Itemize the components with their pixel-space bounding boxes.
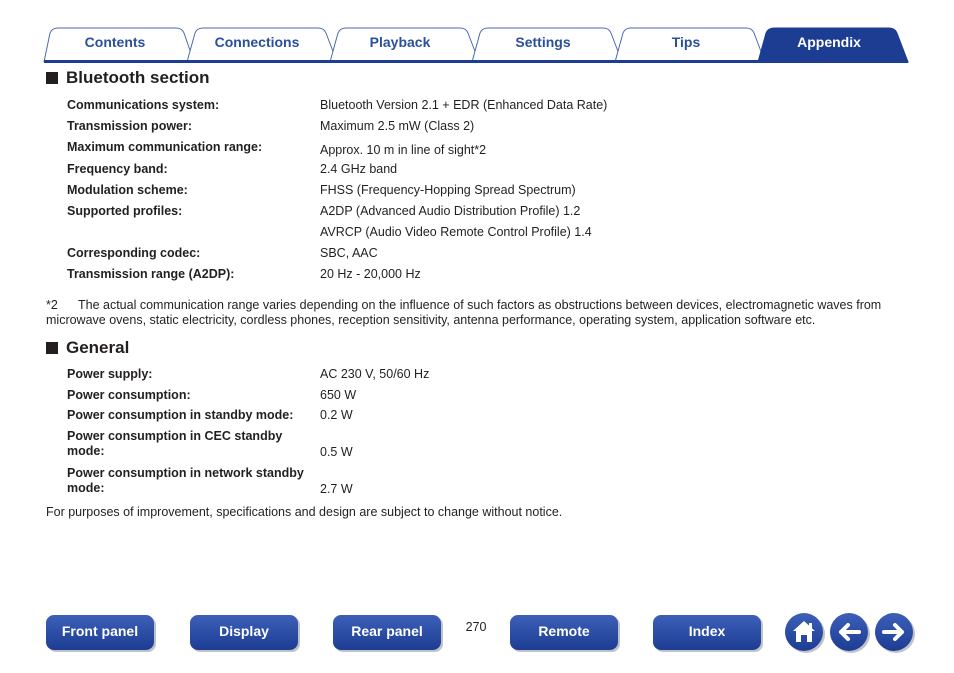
square-bullet-icon [46, 72, 58, 84]
spec-value [320, 143, 486, 158]
spec-value-text: Approx. 10 m in line of sight [320, 143, 475, 157]
spec-label: Transmission range (A2DP): [67, 267, 235, 281]
display-button[interactable]: Display [190, 615, 298, 650]
spec-value: 0.2 W [320, 408, 353, 422]
spec-value: A2DP (Advanced Audio Distribution Profile) 1.2 [320, 204, 581, 218]
remote-button[interactable]: Remote [510, 615, 618, 650]
front-panel-button[interactable]: Front panel [46, 615, 154, 650]
footnote-ref: *2 [474, 143, 487, 157]
tab-playback[interactable]: Playback [369, 34, 431, 50]
general-section-heading [46, 338, 129, 358]
spec-label: Transmission power: [67, 119, 193, 133]
spec-label: Power supply: [67, 367, 153, 381]
spec-label: Power consumption: [67, 388, 191, 402]
spec-value: 2.4 GHz band [320, 162, 398, 176]
change-notice: For purposes of improvement, specifications and design are subject to change without notice. [46, 505, 563, 519]
home-button[interactable] [785, 613, 823, 651]
home-icon [785, 613, 823, 651]
tab-contents[interactable]: Contents [84, 34, 146, 50]
arrow-left-icon [830, 613, 868, 651]
page-number: 270 [465, 620, 487, 634]
index-button[interactable]: Index [653, 615, 761, 650]
tab-appendix[interactable]: Appendix [797, 34, 861, 50]
spec-value: 650 W [320, 388, 357, 402]
rear-panel-button[interactable]: Rear panel [333, 615, 441, 650]
spec-label: Communications system: [67, 98, 220, 112]
square-bullet-icon [46, 342, 58, 354]
footnote-mark: *2 [46, 298, 58, 312]
bluetooth-section-heading [46, 68, 210, 88]
back-button[interactable] [830, 613, 868, 651]
tab-connections[interactable]: Connections [214, 34, 300, 50]
tab-tips[interactable]: Tips [671, 34, 701, 50]
general-heading-text: General [66, 338, 130, 357]
spec-value: AC 230 V, 50/60 Hz [320, 367, 430, 381]
spec-value: SBC, AAC [320, 246, 378, 260]
spec-value: AVRCP (Audio Video Remote Control Profile) 1.4 [320, 225, 592, 239]
tab-shapes [0, 0, 954, 64]
spec-label: Modulation scheme: [67, 183, 188, 197]
spec-label: Power consumption in network standby mode: [67, 466, 304, 495]
spec-value: 20 Hz - 20,000 Hz [320, 267, 421, 281]
spec-value: FHSS (Frequency-Hopping Spread Spectrum) [320, 183, 576, 197]
spec-label: Power consumption in standby mode: [67, 408, 294, 422]
footnote-text: The actual communication range varies depending on the influence of such factors as obstructions between devices, electromagnetic waves from microwave ovens, static electricity, cordless phones, reception sensitivity, antenna performance, operating system, application software etc. [46, 298, 882, 327]
footnote [46, 298, 906, 328]
forward-button[interactable] [875, 613, 913, 651]
spec-value: Bluetooth Version 2.1 + EDR (Enhanced Data Rate) [320, 98, 608, 112]
arrow-right-icon [875, 613, 913, 651]
spec-value: Maximum 2.5 mW (Class 2) [320, 119, 475, 133]
tab-settings[interactable]: Settings [515, 34, 571, 50]
spec-label: Corresponding codec: [67, 246, 201, 260]
spec-value: 0.5 W [320, 445, 353, 459]
spec-label: Frequency band: [67, 162, 168, 176]
spec-label: Maximum communication range: [67, 140, 263, 154]
spec-label: Power consumption in CEC standby mode: [67, 429, 283, 458]
spec-label: Supported profiles: [67, 204, 183, 218]
spec-value: 2.7 W [320, 482, 353, 496]
bluetooth-heading-text: Bluetooth section [66, 68, 210, 87]
tab-bar [0, 0, 954, 64]
